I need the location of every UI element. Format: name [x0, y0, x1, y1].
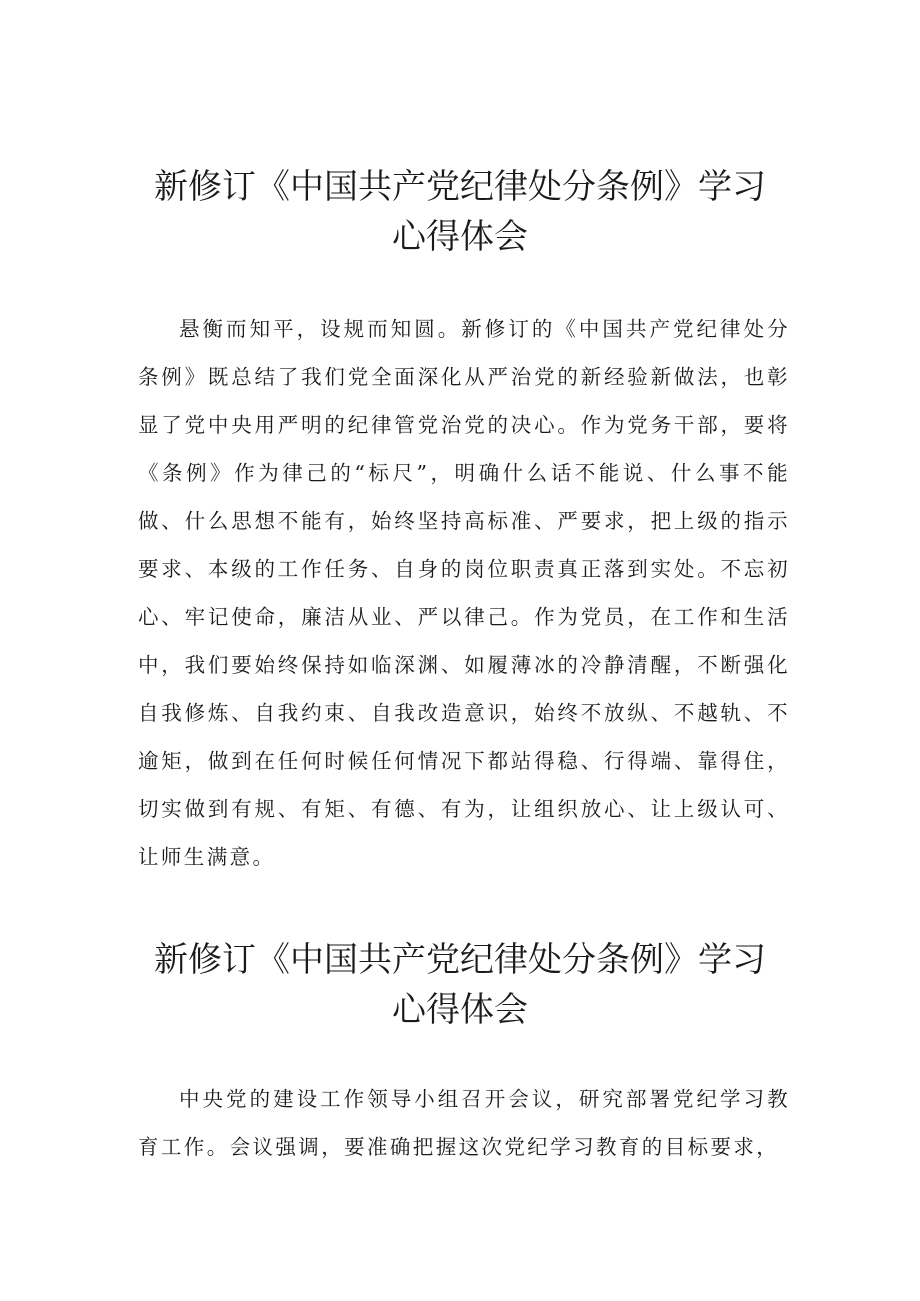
- section-2-title-line-2: 心得体会: [392, 990, 528, 1030]
- section-2-title-line-1: 新修订《中国共产党纪律处分条例》学习: [154, 940, 766, 980]
- section-1-paragraph: 悬衡而知平，设规而知圆。新修订的《中国共产党纪律处分条例》既总结了我们党全面深化从严治党的新经验新做法，也彰显了党中央用严明的纪律管党治党的决心。作为党务干部，要将《条例》作为律己的“标尺”，明确什么话不能说、什么事不能做、什么思想不能有，始终坚持高标准、严要求，把上级的指示要求、本级的工作任务、自身的岗位职责真正落到实处。不忘初心、牢记使命，廉洁从业、严以律己。作为党员，在工作和生活中，我们要始终保持如临深渊、如履薄冰的冷静清醒，不断强化自我修炼、自我约束、自我改造意识，始终不放纵、不越轨、不逾矩，做到在任何时候任何情况下都站得稳、行得端、靠得住，切实做到有规、有矩、有德、有为，让组织放心、让上级认可、让师生满意。: [138, 317, 790, 869]
- section-1-title-line-2: 心得体会: [392, 217, 528, 257]
- section-1-title: [100, 162, 820, 262]
- section-2-title: [100, 935, 820, 1035]
- section-2-paragraph: 中央党的建设工作领导小组召开会议，研究部署党纪学习教育工作。会议强调，要准确把握这次党纪学习教育的目标要求，: [138, 1087, 790, 1159]
- section-1-title-line-1: 新修订《中国共产党纪律处分条例》学习: [154, 167, 766, 207]
